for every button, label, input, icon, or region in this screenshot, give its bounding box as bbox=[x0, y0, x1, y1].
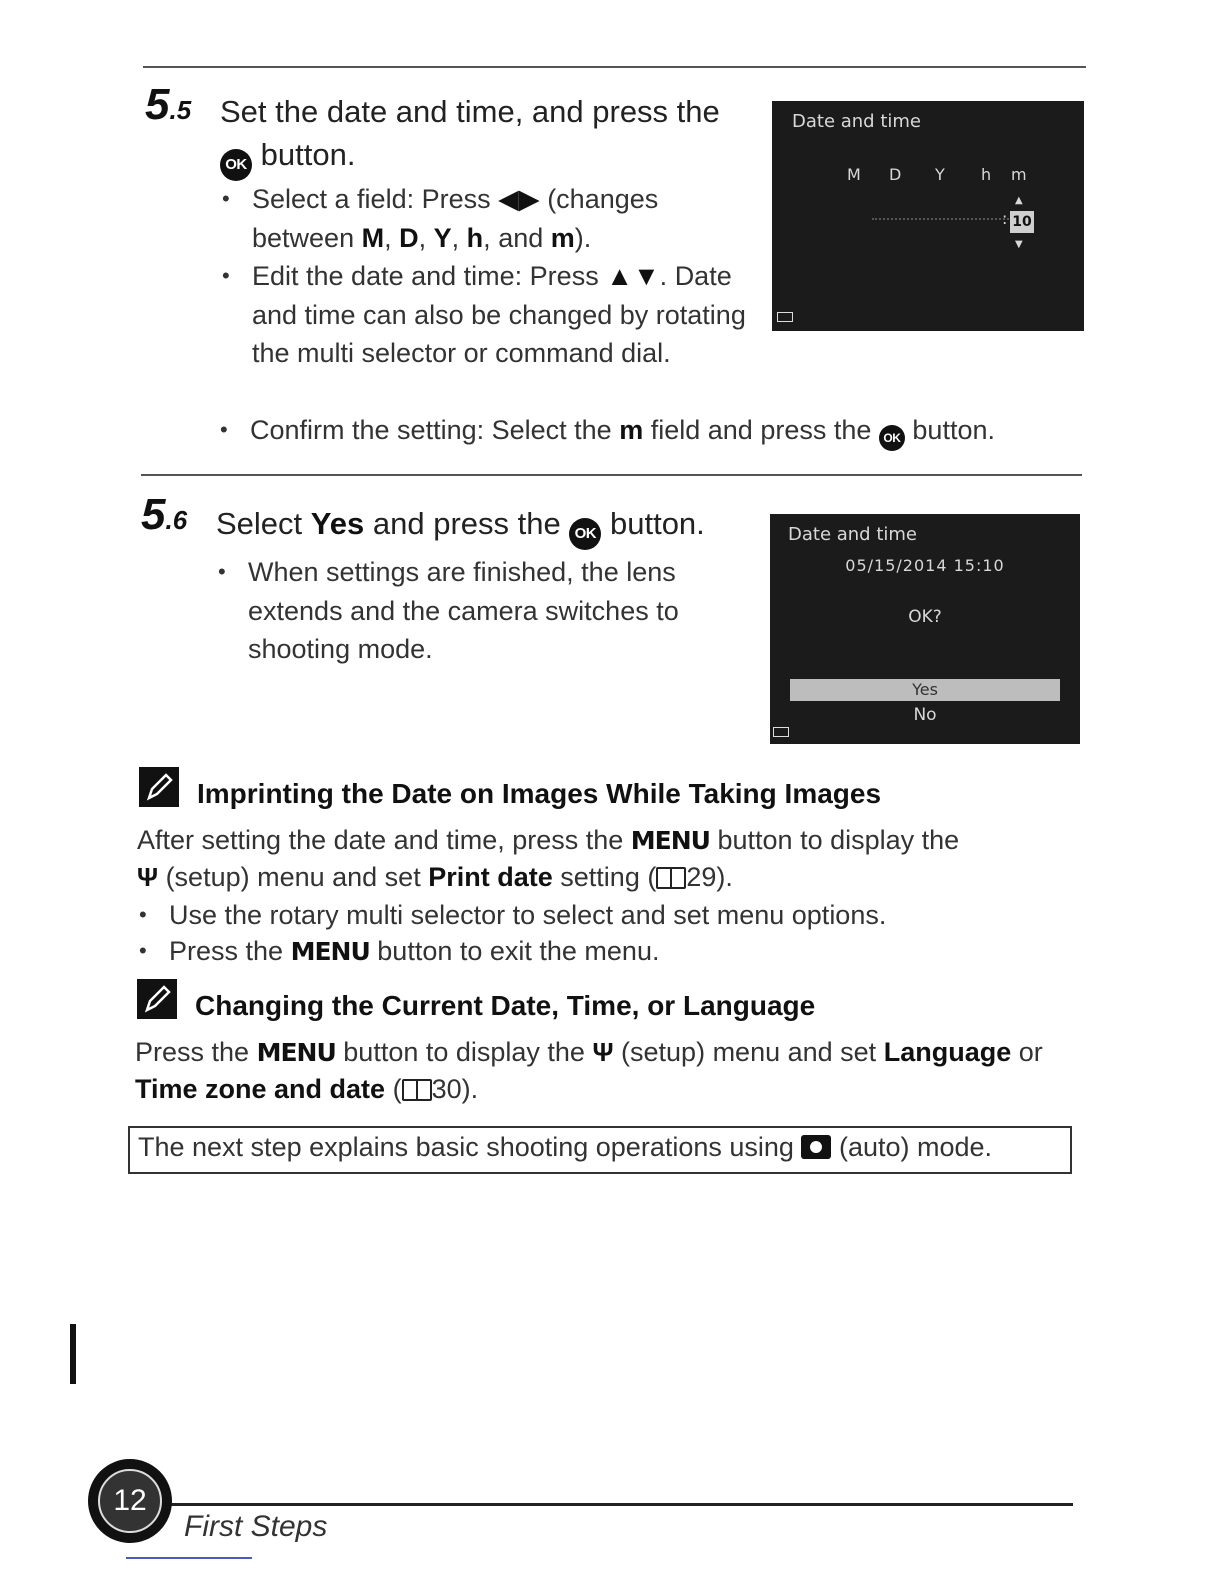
ok-button-icon: OK bbox=[220, 149, 252, 181]
mid-rule bbox=[141, 474, 1082, 476]
page-number-badge bbox=[88, 1459, 172, 1543]
list-item: • Confirm the setting: Select the m field and press the OK button. bbox=[218, 411, 1098, 451]
note-1-paragraph: After setting the date and time, press the MENU button to display the Ψ (setup) menu and set Print date setting ( 29). bbox=[137, 822, 1017, 895]
menu-button-label: MENU bbox=[630, 826, 710, 855]
book-reference-icon bbox=[656, 867, 686, 889]
footer-section-title: First Steps bbox=[184, 1510, 328, 1543]
camera-auto-mode-icon bbox=[801, 1135, 831, 1159]
up-down-arrows-icon: ▲▼ bbox=[606, 261, 660, 291]
note-1-bullets bbox=[137, 897, 1037, 970]
battery-icon bbox=[773, 727, 789, 737]
option-yes[interactable]: Yes bbox=[790, 679, 1060, 701]
setup-icon: Ψ bbox=[592, 1037, 614, 1067]
down-arrow-icon: ▼ bbox=[1015, 239, 1023, 250]
step-5-5-confirm bbox=[218, 411, 1098, 451]
screen-datetime: 05/15/2014 15:10 bbox=[845, 556, 1005, 575]
battery-icon bbox=[777, 312, 793, 322]
field-dots bbox=[872, 218, 1012, 220]
step-5-5-bullets bbox=[220, 180, 760, 373]
left-right-arrows-icon: ◀▶ bbox=[498, 184, 540, 214]
screen-title: Date and time bbox=[792, 111, 921, 132]
screen-columns: M D Y h m bbox=[847, 165, 1027, 184]
step-5-6-title: Select Yes and press the OK button. bbox=[216, 502, 736, 550]
top-rule bbox=[143, 66, 1086, 68]
list-item: • When settings are finished, the lens extends and the camera switches to shooting mode. bbox=[216, 553, 716, 669]
list-item: • Press the MENU button to exit the menu. bbox=[137, 933, 1037, 970]
step-5-6-bullets bbox=[216, 553, 716, 669]
list-item: • Select a field: Press ◀▶ (changes between M, D, Y, h, and m). bbox=[220, 180, 760, 257]
note-1-title: Imprinting the Date on Images While Taking Images bbox=[197, 778, 882, 809]
ok-button-icon: OK bbox=[879, 425, 905, 451]
minute-field: 10 bbox=[1010, 211, 1034, 233]
note-2-title: Changing the Current Date, Time, or Language bbox=[195, 990, 816, 1021]
footer-underline bbox=[126, 1557, 252, 1559]
pencil-note-icon bbox=[137, 979, 177, 1019]
list-item: • Edit the date and time: Press ▲▼. Date and time can also be changed by rotating the multi selector or command dial. bbox=[220, 257, 760, 373]
menu-button-label: MENU bbox=[290, 937, 370, 966]
screen-prompt: OK? bbox=[908, 607, 942, 627]
up-arrow-icon: ▲ bbox=[1015, 195, 1023, 206]
step-5-5-title: Set the date and time, and press the OK button. bbox=[220, 90, 760, 181]
book-reference-icon bbox=[402, 1079, 432, 1101]
next-step-text: The next step explains basic shooting operations using (auto) mode. bbox=[138, 1132, 993, 1162]
camera-screen-confirm bbox=[770, 514, 1080, 744]
chapter-edge-marker bbox=[70, 1324, 76, 1384]
note-2-paragraph: Press the MENU button to display the Ψ (setup) menu and set Language or Time zone and date ( 30). bbox=[135, 1034, 1065, 1107]
setup-icon: Ψ bbox=[137, 862, 159, 892]
next-step-box bbox=[128, 1126, 1072, 1174]
menu-button-label: MENU bbox=[256, 1038, 336, 1067]
list-item: • Use the rotary multi selector to select and set menu options. bbox=[137, 897, 1037, 933]
step-5-6-number: 5.6 bbox=[141, 490, 188, 539]
ok-button-icon: OK bbox=[569, 518, 601, 550]
camera-screen-date-entry: Date and time M D Y h m ▲ : 10 ▼ bbox=[772, 101, 1084, 331]
footer-rule bbox=[170, 1503, 1073, 1506]
option-no[interactable]: No bbox=[913, 705, 937, 725]
pencil-note-icon bbox=[139, 767, 179, 807]
step-5-5-number: 5.5 bbox=[145, 80, 192, 129]
screen-title: Date and time bbox=[788, 524, 917, 545]
page-number: 12 bbox=[98, 1469, 162, 1533]
